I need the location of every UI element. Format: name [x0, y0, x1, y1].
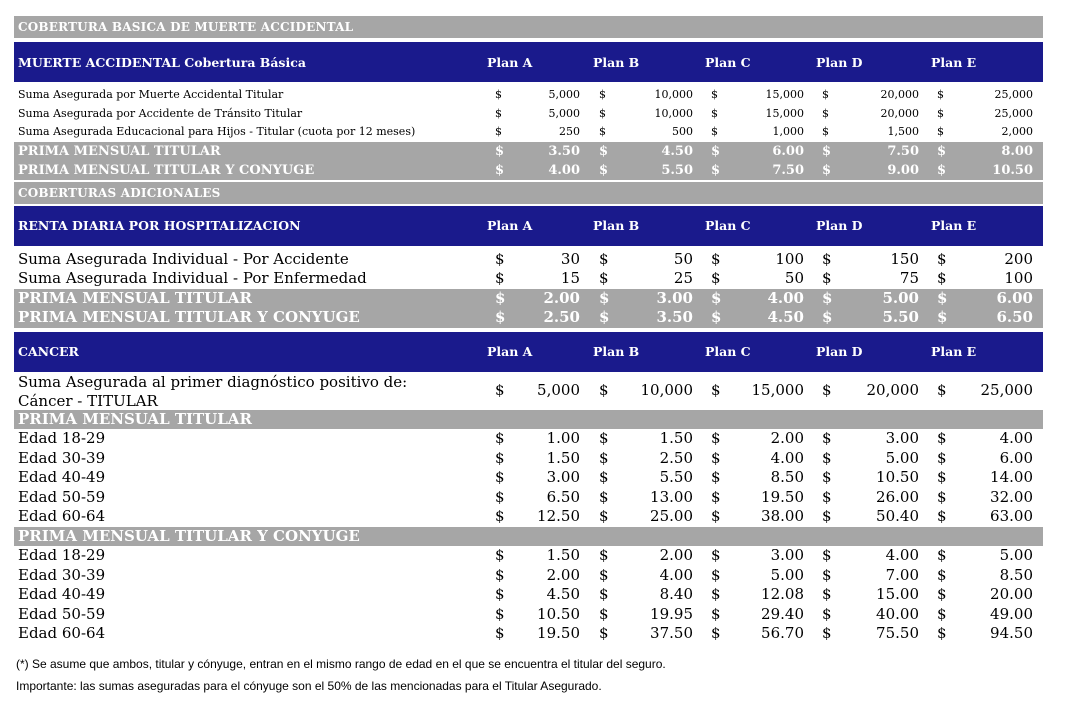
subheader-label: PRIMA MENSUAL TITULAR: [18, 409, 252, 428]
currency-symbol: $: [937, 487, 947, 506]
currency-symbol: $: [822, 269, 832, 287]
plan-header-e: Plan E: [931, 54, 977, 70]
table-row: [14, 105, 1043, 124]
plan-value-c: 100: [775, 249, 804, 268]
plan-value-a: 3.50: [548, 143, 580, 159]
currency-symbol: $: [599, 487, 609, 506]
plan-header-e: Plan E: [931, 218, 977, 233]
plan-value-c: 15,000: [765, 88, 804, 101]
currency-symbol: $: [822, 106, 829, 120]
currency-symbol: $: [822, 143, 832, 159]
plan-value-d: 75: [899, 269, 919, 287]
plan-value-e: 25,000: [994, 88, 1033, 101]
plan-value-a: 1.50: [546, 546, 580, 564]
currency-symbol: $: [822, 507, 832, 525]
currency-symbol: $: [711, 448, 721, 467]
plan-value-b: 3.50: [656, 308, 693, 326]
plan-value-d: 1,500: [887, 125, 919, 138]
currency-symbol: $: [822, 249, 832, 268]
currency-symbol: $: [711, 288, 722, 307]
plan-value-c: 6.00: [772, 143, 804, 159]
plan-value-d: 9.00: [887, 162, 919, 178]
currency-symbol: $: [711, 585, 721, 603]
plan-header-b: Plan B: [593, 54, 640, 70]
currency-symbol: $: [937, 546, 947, 564]
currency-symbol: $: [822, 88, 829, 101]
table-row: [14, 123, 1043, 142]
currency-symbol: $: [495, 162, 505, 178]
row-label: Suma Asegurada Educacional para Hijos - Titular (cuota por 12 meses): [18, 125, 416, 138]
plan-value-c: 2.00: [770, 429, 804, 447]
currency-symbol: $: [495, 308, 506, 326]
currency-symbol: $: [495, 288, 506, 307]
plan-value-a: 4.50: [546, 585, 580, 603]
plan-value-e: 20.00: [990, 585, 1033, 603]
plan-value-e: 14.00: [990, 468, 1033, 486]
plan-value-c: 4.00: [770, 448, 804, 467]
currency-symbol: $: [495, 448, 505, 467]
plan-value-e: 5.00: [999, 546, 1033, 564]
premium-row: [14, 289, 1043, 309]
currency-symbol: $: [495, 624, 505, 642]
plan-value-a: 15: [560, 269, 580, 287]
currency-symbol: $: [937, 88, 944, 101]
plan-value-c: 15,000: [751, 380, 804, 399]
currency-symbol: $: [937, 624, 947, 642]
plan-value-d: 7.50: [887, 143, 919, 159]
plan-value-e: 6.50: [996, 308, 1033, 326]
premium-row: [14, 142, 1043, 161]
section-title-additional: COBERTURAS ADICIONALES: [14, 182, 1043, 204]
plan-value-c: 3.00: [770, 546, 804, 564]
currency-symbol: $: [822, 448, 832, 467]
currency-symbol: $: [937, 162, 947, 178]
currency-symbol: $: [937, 143, 947, 159]
currency-symbol: $: [599, 380, 609, 399]
currency-symbol: $: [599, 585, 609, 603]
currency-symbol: $: [495, 507, 505, 525]
table-row: [14, 449, 1043, 469]
plan-value-e: 8.00: [1001, 143, 1033, 159]
plan-value-c: 1,000: [772, 125, 804, 138]
currency-symbol: $: [711, 507, 721, 525]
table-header-basic: [14, 42, 1043, 82]
currency-symbol: $: [599, 429, 609, 447]
currency-symbol: $: [599, 143, 609, 159]
currency-symbol: $: [495, 380, 505, 399]
table-row: [14, 488, 1043, 508]
currency-symbol: $: [711, 380, 721, 399]
currency-symbol: $: [599, 308, 610, 326]
currency-symbol: $: [495, 125, 502, 138]
currency-symbol: $: [822, 162, 832, 178]
plan-value-b: 50: [673, 249, 693, 268]
currency-symbol: $: [495, 429, 505, 447]
plan-header-e: Plan E: [931, 344, 977, 359]
currency-symbol: $: [599, 468, 609, 486]
plan-value-c: 19.50: [761, 487, 804, 506]
row-label: PRIMA MENSUAL TITULAR: [18, 143, 221, 159]
plan-header-b: Plan B: [593, 218, 640, 233]
row-label: Edad 40-49: [18, 585, 106, 603]
plan-value-e: 25,000: [980, 380, 1033, 399]
row-label: Suma Asegurada por Muerte Accidental Titular: [18, 88, 284, 101]
table-row: [14, 605, 1043, 625]
table-row: [14, 546, 1043, 566]
currency-symbol: $: [822, 565, 832, 584]
plan-value-c: 8.50: [770, 468, 804, 486]
row-label: PRIMA MENSUAL TITULAR Y CONYUGE: [18, 162, 315, 178]
plan-value-d: 4.00: [885, 546, 919, 564]
header-label: CANCER: [18, 344, 79, 359]
currency-symbol: $: [711, 487, 721, 506]
plan-value-d: 5.00: [885, 448, 919, 467]
plan-value-c: 7.50: [772, 162, 804, 178]
currency-symbol: $: [599, 448, 609, 467]
plan-value-e: 100: [1004, 269, 1033, 287]
currency-symbol: $: [495, 546, 505, 564]
currency-symbol: $: [937, 288, 948, 307]
currency-symbol: $: [937, 106, 944, 120]
plan-value-c: 56.70: [761, 624, 804, 642]
header-label: RENTA DIARIA POR HOSPITALIZACION: [18, 218, 301, 233]
plan-value-b: 8.40: [659, 585, 693, 603]
currency-symbol: $: [822, 604, 832, 623]
plan-value-d: 40.00: [876, 604, 919, 623]
row-label: Edad 30-39: [18, 448, 106, 467]
premium-row: [14, 308, 1043, 328]
table-header-cancer: [14, 332, 1043, 372]
currency-symbol: $: [937, 468, 947, 486]
table-row: [14, 250, 1043, 270]
table-header-hospital: [14, 206, 1043, 246]
row-label: Edad 60-64: [18, 507, 106, 525]
premium-row: [14, 161, 1043, 180]
currency-symbol: $: [711, 106, 718, 120]
plan-header-d: Plan D: [816, 344, 863, 359]
plan-value-d: 5.00: [882, 288, 919, 307]
plan-value-d: 20,000: [880, 88, 919, 101]
currency-symbol: $: [822, 624, 832, 642]
table-row: [14, 507, 1043, 527]
currency-symbol: $: [937, 585, 947, 603]
currency-symbol: $: [495, 468, 505, 486]
currency-symbol: $: [599, 507, 609, 525]
plan-value-e: 2,000: [1001, 125, 1033, 138]
currency-symbol: $: [822, 487, 832, 506]
section-title-basic: COBERTURA BASICA DE MUERTE ACCIDENTAL: [14, 16, 1043, 38]
row-label: Edad 30-39: [18, 565, 106, 584]
currency-symbol: $: [495, 269, 505, 287]
currency-symbol: $: [495, 249, 505, 268]
currency-symbol: $: [937, 429, 947, 447]
plan-value-d: 50.40: [876, 507, 919, 525]
currency-symbol: $: [599, 249, 609, 268]
currency-symbol: $: [599, 546, 609, 564]
plan-value-d: 26.00: [876, 487, 919, 506]
table-row: [14, 566, 1043, 586]
footnote-spouse-coverage: Importante: las sumas aseguradas para el cónyuge son el 50% de las mencionadas para el Titular Asegurado.: [16, 679, 602, 693]
plan-value-c: 29.40: [761, 604, 804, 623]
plan-value-b: 3.00: [656, 288, 693, 307]
plan-value-d: 75.50: [876, 624, 919, 642]
plan-header-d: Plan D: [816, 54, 863, 70]
currency-symbol: $: [711, 249, 721, 268]
plan-value-e: 25,000: [994, 106, 1033, 120]
row-label: Edad 18-29: [18, 429, 106, 447]
plan-value-b: 4.50: [661, 143, 693, 159]
currency-symbol: $: [711, 143, 721, 159]
plan-header-c: Plan C: [705, 344, 751, 359]
plan-value-e: 6.00: [999, 448, 1033, 467]
plan-value-c: 4.50: [767, 308, 804, 326]
currency-symbol: $: [599, 106, 606, 120]
currency-symbol: $: [937, 269, 947, 287]
subheader-conyuge: [14, 527, 1043, 547]
plan-header-a: Plan A: [487, 344, 533, 359]
plan-value-b: 10,000: [640, 380, 693, 399]
currency-symbol: $: [822, 546, 832, 564]
plan-value-a: 4.00: [548, 162, 580, 178]
plan-value-d: 20,000: [866, 380, 919, 399]
plan-header-c: Plan C: [705, 54, 751, 70]
currency-symbol: $: [495, 106, 502, 120]
row-label: Cáncer - TITULAR: [18, 391, 158, 410]
header-label: MUERTE ACCIDENTAL Cobertura Básica: [18, 54, 306, 70]
currency-symbol: $: [937, 308, 948, 326]
table-row: [14, 468, 1043, 488]
plan-value-b: 2.50: [659, 448, 693, 467]
currency-symbol: $: [822, 468, 832, 486]
plan-value-c: 5.00: [770, 565, 804, 584]
currency-symbol: $: [599, 288, 610, 307]
plan-value-b: 500: [672, 125, 693, 138]
plan-value-a: 2.00: [543, 288, 580, 307]
plan-value-c: 4.00: [767, 288, 804, 307]
plan-value-d: 150: [890, 249, 919, 268]
currency-symbol: $: [495, 565, 505, 584]
plan-value-b: 25: [673, 269, 693, 287]
plan-value-a: 10.50: [537, 604, 580, 623]
plan-value-c: 38.00: [761, 507, 804, 525]
plan-value-e: 63.00: [990, 507, 1033, 525]
currency-symbol: $: [711, 604, 721, 623]
currency-symbol: $: [937, 507, 947, 525]
currency-symbol: $: [937, 565, 947, 584]
currency-symbol: $: [822, 585, 832, 603]
plan-value-e: 94.50: [990, 624, 1033, 642]
currency-symbol: $: [711, 468, 721, 486]
currency-symbol: $: [711, 125, 718, 138]
plan-header-c: Plan C: [705, 218, 751, 233]
plan-value-b: 5.50: [661, 162, 693, 178]
row-label: PRIMA MENSUAL TITULAR Y CONYUGE: [18, 308, 360, 326]
plan-value-b: 19.95: [650, 604, 693, 623]
plan-header-b: Plan B: [593, 344, 640, 359]
currency-symbol: $: [937, 448, 947, 467]
plan-value-d: 15.00: [876, 585, 919, 603]
table-row-diagnosis: [14, 372, 1043, 410]
plan-value-b: 1.50: [659, 429, 693, 447]
currency-symbol: $: [822, 429, 832, 447]
row-label: Edad 50-59: [18, 487, 106, 506]
plan-value-d: 3.00: [885, 429, 919, 447]
plan-value-c: 15,000: [765, 106, 804, 120]
plan-value-b: 4.00: [659, 565, 693, 584]
plan-value-a: 3.00: [546, 468, 580, 486]
plan-header-a: Plan A: [487, 54, 533, 70]
plan-value-a: 19.50: [537, 624, 580, 642]
currency-symbol: $: [495, 585, 505, 603]
currency-symbol: $: [711, 624, 721, 642]
plan-value-e: 10.50: [992, 162, 1033, 178]
currency-symbol: $: [711, 269, 721, 287]
currency-symbol: $: [937, 249, 947, 268]
plan-value-b: 5.50: [659, 468, 693, 486]
currency-symbol: $: [495, 143, 505, 159]
plan-header-d: Plan D: [816, 218, 863, 233]
plan-value-b: 10,000: [654, 88, 693, 101]
insurance-plan-table: [14, 16, 1043, 644]
currency-symbol: $: [599, 162, 609, 178]
table-row: [14, 269, 1043, 289]
plan-value-b: 10,000: [654, 106, 693, 120]
currency-symbol: $: [599, 565, 609, 584]
row-label: PRIMA MENSUAL TITULAR: [18, 288, 252, 307]
plan-header-a: Plan A: [487, 218, 533, 233]
currency-symbol: $: [711, 546, 721, 564]
row-label: Edad 18-29: [18, 546, 106, 564]
plan-value-d: 20,000: [880, 106, 919, 120]
table-row: [14, 585, 1043, 605]
footnote-age-range: (*) Se asume que ambos, titular y cónyuge, entran en el mismo rango de edad en el que se encuentra el titular del seguro.: [16, 657, 666, 671]
currency-symbol: $: [937, 604, 947, 623]
plan-value-a: 2.50: [543, 308, 580, 326]
currency-symbol: $: [822, 380, 832, 399]
plan-value-a: 5,000: [548, 106, 580, 120]
row-label: Suma Asegurada al primer diagnóstico positivo de:: [18, 372, 408, 391]
plan-value-d: 5.50: [882, 308, 919, 326]
plan-value-d: 7.00: [885, 565, 919, 584]
plan-value-b: 13.00: [650, 487, 693, 506]
currency-symbol: $: [822, 125, 829, 138]
plan-value-a: 5,000: [537, 380, 580, 399]
subheader-titular: [14, 410, 1043, 430]
table-row: [14, 429, 1043, 449]
plan-value-b: 37.50: [650, 624, 693, 642]
table-row: [14, 624, 1043, 644]
currency-symbol: $: [822, 308, 833, 326]
subheader-label: PRIMA MENSUAL TITULAR Y CONYUGE: [18, 526, 360, 545]
row-label: Edad 40-49: [18, 468, 106, 486]
plan-value-d: 10.50: [876, 468, 919, 486]
plan-value-a: 2.00: [546, 565, 580, 584]
table-row: [14, 86, 1043, 105]
plan-value-e: 6.00: [996, 288, 1033, 307]
plan-value-e: 4.00: [999, 429, 1033, 447]
plan-value-e: 32.00: [990, 487, 1033, 506]
plan-value-a: 6.50: [546, 487, 580, 506]
currency-symbol: $: [711, 565, 721, 584]
currency-symbol: $: [599, 88, 606, 101]
row-label: Suma Asegurada Individual - Por Accidente: [18, 249, 349, 268]
currency-symbol: $: [937, 380, 947, 399]
plan-value-c: 12.08: [761, 585, 804, 603]
currency-symbol: $: [711, 429, 721, 447]
plan-value-b: 25.00: [650, 507, 693, 525]
currency-symbol: $: [711, 162, 721, 178]
plan-value-a: 1.50: [546, 448, 580, 467]
plan-value-a: 1.00: [546, 429, 580, 447]
plan-value-b: 2.00: [659, 546, 693, 564]
currency-symbol: $: [495, 88, 502, 101]
plan-value-e: 200: [1004, 249, 1033, 268]
currency-symbol: $: [599, 125, 606, 138]
row-label: Suma Asegurada por Accidente de Tránsito Titular: [18, 106, 303, 120]
currency-symbol: $: [711, 88, 718, 101]
currency-symbol: $: [495, 487, 505, 506]
currency-symbol: $: [599, 269, 609, 287]
plan-value-c: 50: [784, 269, 804, 287]
currency-symbol: $: [937, 125, 944, 138]
row-label: Edad 60-64: [18, 624, 106, 642]
plan-value-a: 30: [560, 249, 580, 268]
currency-symbol: $: [495, 604, 505, 623]
row-label: Edad 50-59: [18, 604, 106, 623]
currency-symbol: $: [711, 308, 722, 326]
plan-value-e: 8.50: [999, 565, 1033, 584]
currency-symbol: $: [599, 604, 609, 623]
plan-value-e: 49.00: [990, 604, 1033, 623]
plan-value-a: 250: [559, 125, 580, 138]
currency-symbol: $: [822, 288, 833, 307]
currency-symbol: $: [599, 624, 609, 642]
plan-value-a: 12.50: [537, 507, 580, 525]
plan-value-a: 5,000: [548, 88, 580, 101]
row-label: Suma Asegurada Individual - Por Enfermedad: [18, 269, 367, 287]
